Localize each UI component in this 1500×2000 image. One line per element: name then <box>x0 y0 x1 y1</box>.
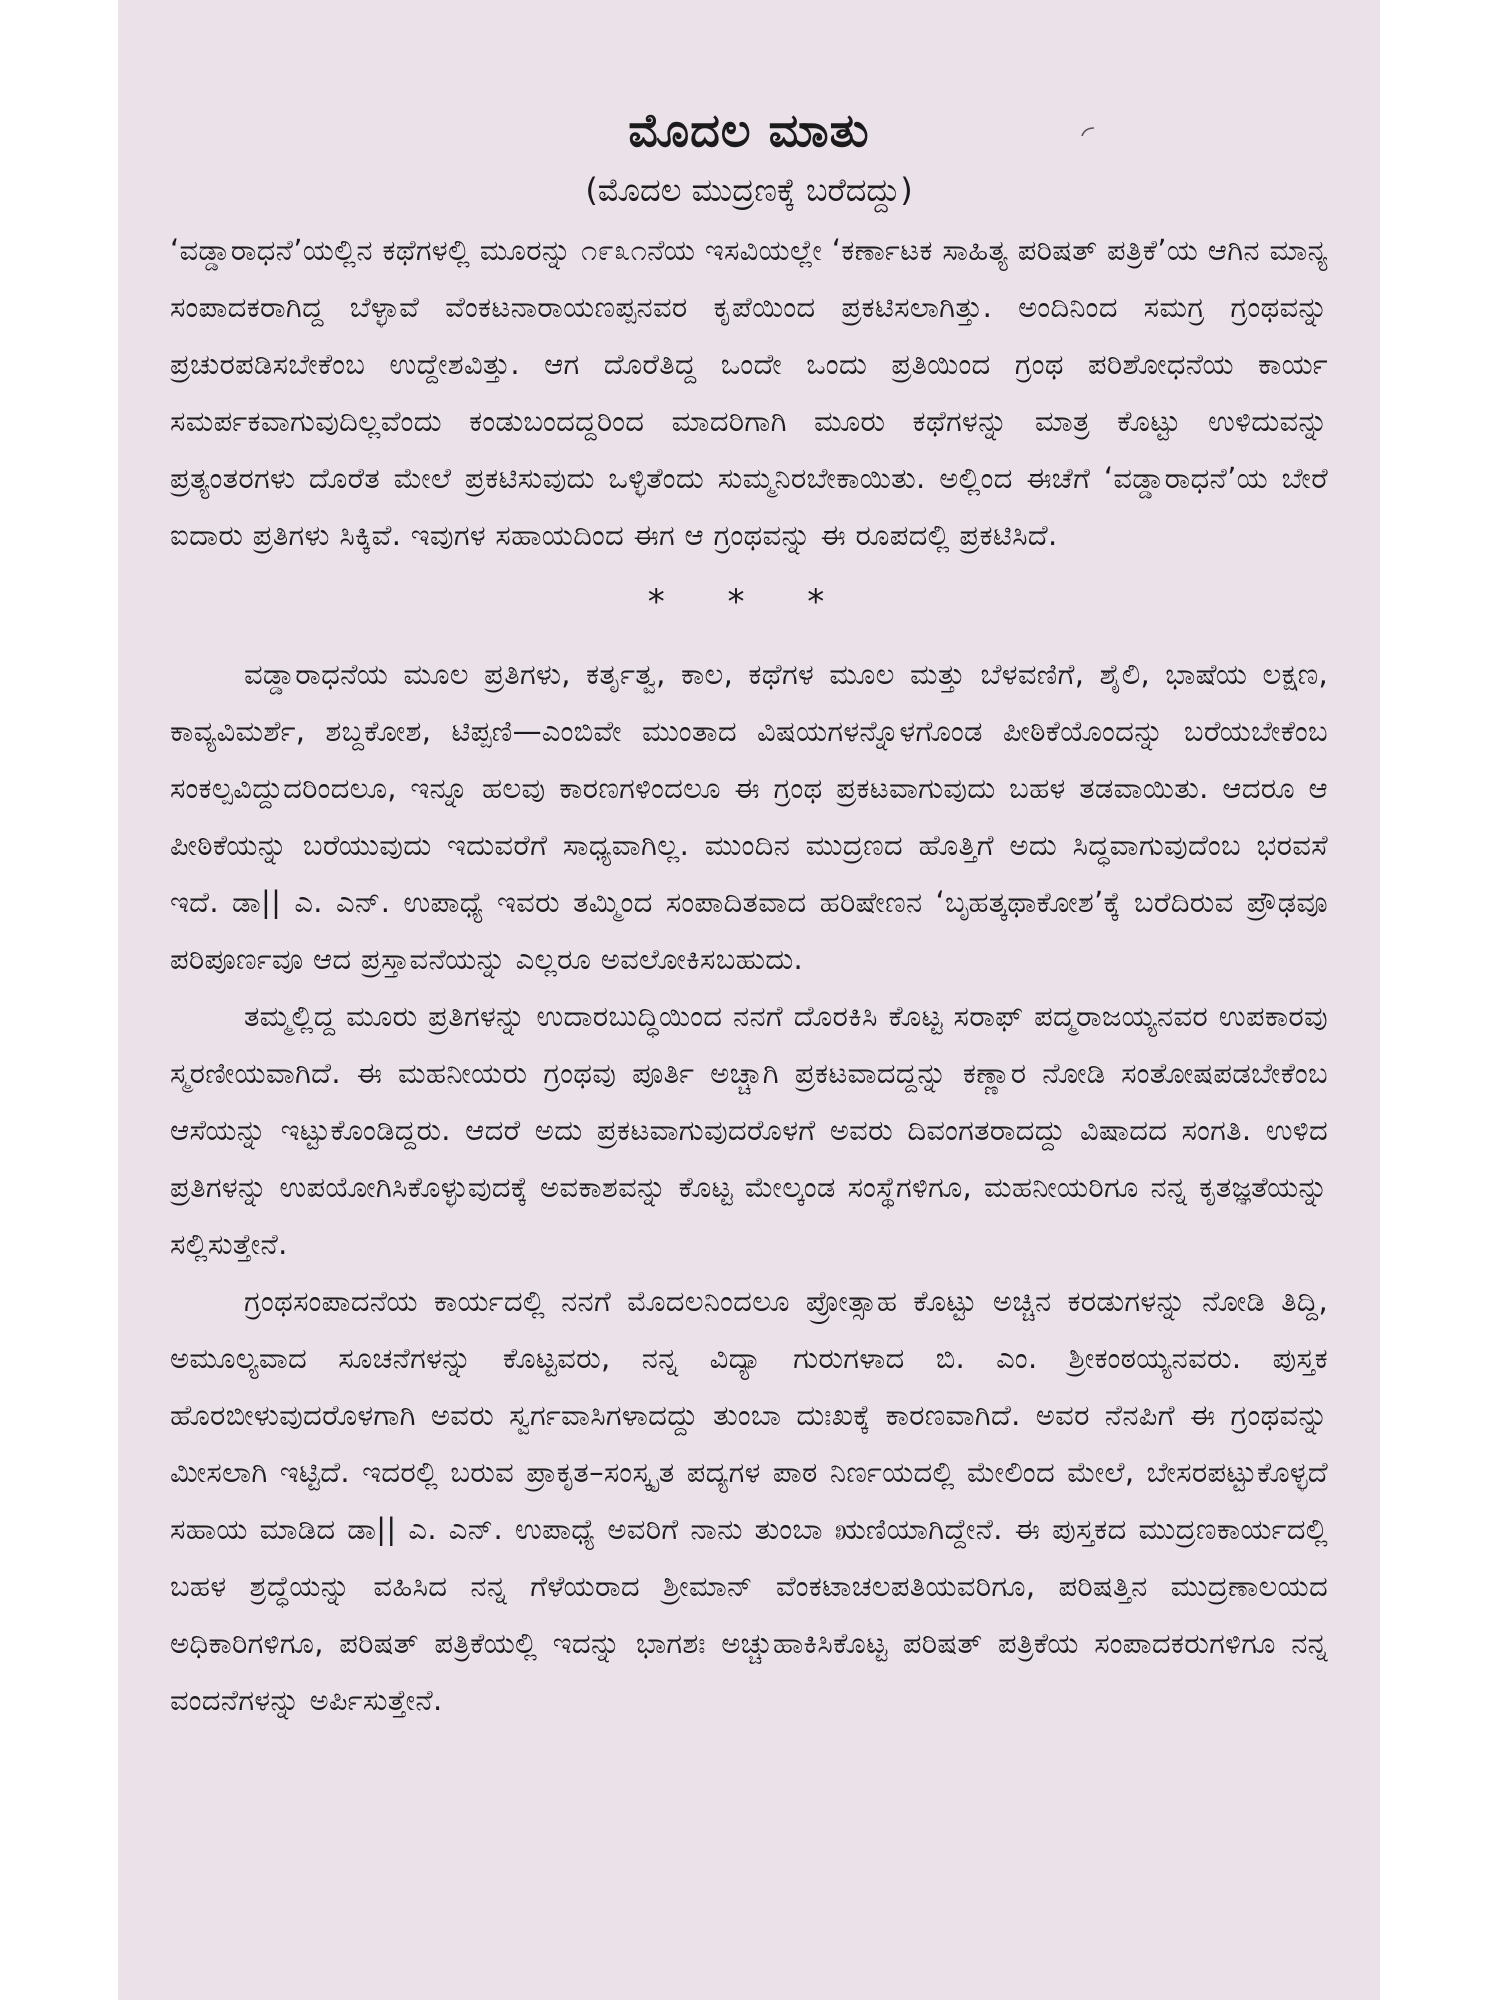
page-subtitle: (ಮೊದಲ ಮುದ್ರಣಕ್ಕೆ ಬರೆದದ್ದು) <box>585 171 913 209</box>
book-page <box>118 0 1380 2000</box>
page-title: ಮೊದಲ ಮಾತು <box>628 103 870 157</box>
paragraph-3: ತಮ್ಮಲ್ಲಿದ್ದ ಮೂರು ಪ್ರತಿಗಳನ್ನು ಉದಾರಬುದ್ಧಿಯಿಂದ ನನಗೆ ದೊರಕಿಸಿ ಕೊಟ್ಟ ಸರಾಫ್ ಪದ್ಮರಾಜಯ್ಯನವರ ಉಪಕಾರವು ಸ್ಮರಣೀಯವಾಗಿದೆ. ಈ ಮಹನೀಯರು ಗ್ರಂಥವು ಪೂರ್ತಿ ಅಚ್ಚಾಗಿ ಪ್ರಕಟವಾದದ್ದನ್ನು ಕಣ್ಣಾರ ನೋಡಿ ಸಂತೋಷಪಡಬೇಕೆಂಬ ಆಸೆಯನ್ನು ಇಟ್ಟುಕೊಂಡಿದ್ದರು. ಆದರೆ ಅದು ಪ್ರಕಟವಾಗುವುದರೊಳಗೆ ಅವರು ದಿವಂಗತರಾದದ್ದು ವಿಷಾದದ ಸಂಗತಿ. ಉಳಿದ ಪ್ರತಿಗಳನ್ನು ಉಪಯೋಗಿಸಿಕೊಳ್ಳುವುದಕ್ಕೆ ಅವಕಾಶವನ್ನು ಕೊಟ್ಟ ಮೇಲ್ಕಂಡ ಸಂಸ್ಥೆಗಳಿಗೂ, ಮಹನೀಯರಿಗೂ ನನ್ನ ಕೃತಜ್ಞತೆಯನ್ನು ಸಲ್ಲಿಸುತ್ತೇನೆ. <box>170 999 1328 1261</box>
paragraph-4: ಗ್ರಂಥಸಂಪಾದನೆಯ ಕಾರ್ಯದಲ್ಲಿ ನನಗೆ ಮೊದಲನಿಂದಲೂ ಪ್ರೋತ್ಸಾಹ ಕೊಟ್ಟು ಅಚ್ಚಿನ ಕರಡುಗಳನ್ನು ನೋಡಿ ತಿದ್ದಿ, ಅಮೂಲ್ಯವಾದ ಸೂಚನೆಗಳನ್ನು ಕೊಟ್ಟವರು, ನನ್ನ ವಿದ್ಯಾ ಗುರುಗಳಾದ ಬಿ. ಎಂ. ಶ್ರೀಕಂಠಯ್ಯನವರು. ಪುಸ್ತಕ ಹೊರಬೀಳುವುದರೊಳಗಾಗಿ ಅವರು ಸ್ವರ್ಗವಾಸಿಗಳಾದದ್ದು ತುಂಬಾ ದುಃಖಕ್ಕೆ ಕಾರಣವಾಗಿದೆ. ಅವರ ನೆನಪಿಗೆ ಈ ಗ್ರಂಥವನ್ನು ಮೀಸಲಾಗಿ ಇಟ್ಟಿದೆ. ಇದರಲ್ಲಿ ಬರುವ ಪ್ರಾಕೃತ–ಸಂಸ್ಕೃತ ಪದ್ಯಗಳ ಪಾಠ ನಿರ್ಣಯದಲ್ಲಿ ಮೇಲಿಂದ ಮೇಲೆ, ಬೇಸರಪಟ್ಟುಕೊಳ್ಳದೆ ಸಹಾಯ ಮಾಡಿದ ಡಾ|| ಎ. ಎನ್. ಉಪಾಧ್ಯೆ ಅವರಿಗೆ ನಾನು ತುಂಬಾ ಋಣಿಯಾಗಿದ್ದೇನೆ. ಈ ಪುಸ್ತಕದ ಮುದ್ರಣಕಾರ್ಯದಲ್ಲಿ ಬಹಳ ಶ್ರದ್ಧೆಯನ್ನು ವಹಿಸಿದ ನನ್ನ ಗೆಳೆಯರಾದ ಶ್ರೀಮಾನ್ ವೆಂಕಟಾಚಲಪತಿಯವರಿಗೂ, ಪರಿಷತ್ತಿನ ಮುದ್ರಣಾಲಯದ ಅಧಿಕಾರಿಗಳಿಗೂ, ಪರಿಷತ್ ಪತ್ರಿಕೆಯಲ್ಲಿ ಇದನ್ನು ಭಾಗಶಃ ಅಚ್ಚುಹಾಕಿಸಿಕೊಟ್ಟ ಪರಿಷತ್ ಪತ್ರಿಕೆಯ ಸಂಪಾದಕರುಗಳಿಗೂ ನನ್ನ ವಂದನೆಗಳನ್ನು ಅರ್ಪಿಸುತ್ತೇನೆ. <box>170 1284 1328 1717</box>
section-separator: * * * <box>647 582 851 622</box>
pencil-mark-icon <box>1080 126 1096 138</box>
paragraph-2: ವಡ್ಡಾರಾಧನೆಯ ಮೂಲ ಪ್ರತಿಗಳು, ಕರ್ತೃತ್ವ, ಕಾಲ, ಕಥೆಗಳ ಮೂಲ ಮತ್ತು ಬೆಳವಣಿಗೆ, ಶೈಲಿ, ಭಾಷೆಯ ಲಕ್ಷಣ, ಕಾವ್ಯವಿಮರ್ಶೆ, ಶಬ್ದಕೋಶ, ಟಿಪ್ಪಣಿ—ಎಂಬಿವೇ ಮುಂತಾದ ವಿಷಯಗಳನ್ನೊಳಗೊಂಡ ಪೀಠಿಕೆಯೊಂದನ್ನು ಬರೆಯಬೇಕೆಂಬ ಸಂಕಲ್ಪವಿದ್ದುದರಿಂದಲೂ, ಇನ್ನೂ ಹಲವು ಕಾರಣಗಳಿಂದಲೂ ಈ ಗ್ರಂಥ ಪ್ರಕಟವಾಗುವುದು ಬಹಳ ತಡವಾಯಿತು. ಆದರೂ ಆ ಪೀಠಿಕೆಯನ್ನು ಬರೆಯುವುದು ಇದುವರೆಗೆ ಸಾಧ್ಯವಾಗಿಲ್ಲ. ಮುಂದಿನ ಮುದ್ರಣದ ಹೊತ್ತಿಗೆ ಅದು ಸಿದ್ಧವಾಗುವುದೆಂಬ ಭರವಸೆ ಇದೆ. ಡಾ|| ಎ. ಎನ್. ಉಪಾಧ್ಯೆ ಇವರು ತಮ್ಮಿಂದ ಸಂಪಾದಿತವಾದ ಹರಿಷೇಣನ ‘ಬೃಹತ್ಕಥಾಕೋಶ’ಕ್ಕೆ ಬರೆದಿರುವ ಪ್ರೌಢವೂ ಪರಿಪೂರ್ಣವೂ ಆದ ಪ್ರಸ್ತಾವನೆಯನ್ನು ಎಲ್ಲರೂ ಅವಲೋಕಿಸಬಹುದು. <box>170 657 1328 976</box>
paragraph-1: ‘ವಡ್ಡಾರಾಧನೆ’ಯಲ್ಲಿನ ಕಥೆಗಳಲ್ಲಿ ಮೂರನ್ನು ೧೯೩೧ನೆಯ ಇಸವಿಯಲ್ಲೇ ‘ಕರ್ಣಾಟಕ ಸಾಹಿತ್ಯ ಪರಿಷತ್ ಪತ್ರಿಕೆ’ಯ ಆಗಿನ ಮಾನ್ಯ ಸಂಪಾದಕರಾಗಿದ್ದ ಬೆಳ್ಳಾವೆ ವೆಂಕಟನಾರಾಯಣಪ್ಪನವರ ಕೃಪೆಯಿಂದ ಪ್ರಕಟಿಸಲಾಗಿತ್ತು. ಅಂದಿನಿಂದ ಸಮಗ್ರ ಗ್ರಂಥವನ್ನು ಪ್ರಚುರಪಡಿಸಬೇಕೆಂಬ ಉದ್ದೇಶವಿತ್ತು. ಆಗ ದೊರೆತಿದ್ದ ಒಂದೇ ಒಂದು ಪ್ರತಿಯಿಂದ ಗ್ರಂಥ ಪರಿಶೋಧನೆಯ ಕಾರ್ಯ ಸಮರ್ಪಕವಾಗುವುದಿಲ್ಲವೆಂದು ಕಂಡುಬಂದದ್ದರಿಂದ ಮಾದರಿಗಾಗಿ ಮೂರು ಕಥೆಗಳನ್ನು ಮಾತ್ರ ಕೊಟ್ಟು ಉಳಿದುವನ್ನು ಪ್ರತ್ಯಂತರಗಳು ದೊರೆತ ಮೇಲೆ ಪ್ರಕಟಿಸುವುದು ಒಳ್ಳಿತೆಂದು ಸುಮ್ಮನಿರಬೇಕಾಯಿತು. ಅಲ್ಲಿಂದ ಈಚೆಗೆ ‘ವಡ್ಡಾರಾಧನೆ’ಯ ಬೇರೆ ಐದಾರು ಪ್ರತಿಗಳು ಸಿಕ್ಕಿವೆ. ಇವುಗಳ ಸಹಾಯದಿಂದ ಈಗ ಆ ಗ್ರಂಥವನ್ನು ಈ ರೂಪದಲ್ಲಿ ಪ್ರಕಟಿಸಿದೆ. <box>170 233 1328 552</box>
